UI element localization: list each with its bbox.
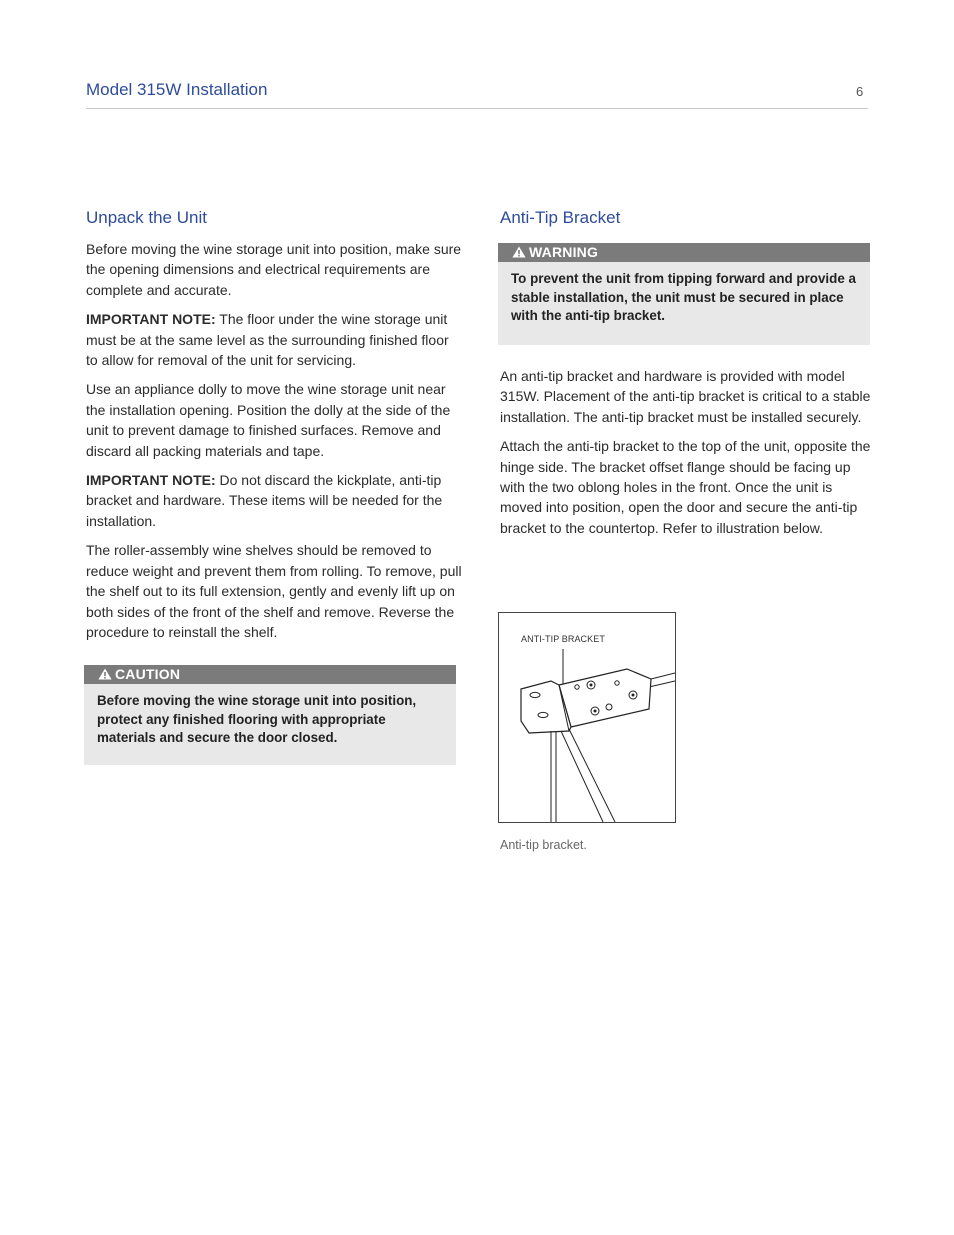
important-note-label: IMPORTANT NOTE: (86, 472, 216, 489)
anti-tip-bracket-illustration (499, 613, 675, 822)
left-column (86, 207, 464, 651)
important-note-paragraph (86, 470, 464, 531)
warning-triangle-icon (512, 246, 526, 258)
anti-tip-bracket-figure (498, 612, 676, 823)
header-title: Model 315W Installation (86, 80, 268, 99)
paragraph: Attach the anti-tip bracket to the top of the unit, opposite the hinge side. The bracket offset flange should be facing up with the two oblong holes in the front. Once the unit is moved into position, open the door and secure the anti-tip bracket to the countertop. Refer to illustration below. (500, 438, 871, 536)
warning-box (498, 243, 870, 345)
warning-header (498, 243, 870, 262)
paragraph: An anti-tip bracket and hardware is provided with model 315W. Placement of the anti-tip bracket is critical to a stable installation. The anti-tip bracket must be installed securely. (500, 368, 871, 425)
section-heading-unpack: Unpack the Unit (86, 208, 207, 227)
paragraph: The roller-assembly wine shelves should be removed to reduce weight and prevent them from rolling. To remove, pull the shelf out to its full extension, gently and evenly lift up on both sides of the front of the shelf and remove. Reverse the procedure to reinstall the shelf. (86, 542, 462, 640)
caution-box (84, 665, 456, 765)
important-note-label: IMPORTANT NOTE: (86, 311, 216, 328)
section-heading-anti-tip: Anti-Tip Bracket (500, 208, 621, 227)
header-rule (86, 108, 868, 109)
paragraph: Before moving the wine storage unit into position, make sure the opening dimensions and electrical requirements are complete and accurate. (86, 241, 462, 298)
right-column-heading-wrap (500, 207, 876, 239)
figure-label: ANTI-TIP BRACKET (521, 634, 605, 644)
caution-title: CAUTION (115, 666, 181, 682)
paragraph-text: Do not discard the kickplate, anti-tip bracket and hardware. These items will be needed for the installation. (86, 472, 443, 529)
warning-title: WARNING (529, 244, 599, 260)
caution-text: Before moving the wine storage unit into position, protect any finished flooring with appropriate materials and secure the door closed. (97, 693, 417, 746)
paragraph-text: The floor under the wine storage unit must be at the same level as the surrounding finished floor to allow for removal of the unit for servicing. (86, 311, 449, 369)
figure-caption: Anti-tip bracket. (500, 838, 587, 852)
caution-header (84, 665, 456, 684)
paragraph: Use an appliance dolly to move the wine storage unit near the installation opening. Position the dolly at the side of the unit to prevent damage to finished surfaces. Remove and discard all packing materials and tape. (86, 381, 451, 459)
warning-text: To prevent the unit from tipping forward and provide a stable installation, the unit must be secured in place with the anti-tip bracket. (511, 271, 856, 324)
page-number: 6 (856, 84, 864, 99)
right-body-text (500, 366, 876, 547)
warning-triangle-icon (98, 668, 112, 680)
important-note-paragraph (86, 309, 464, 370)
